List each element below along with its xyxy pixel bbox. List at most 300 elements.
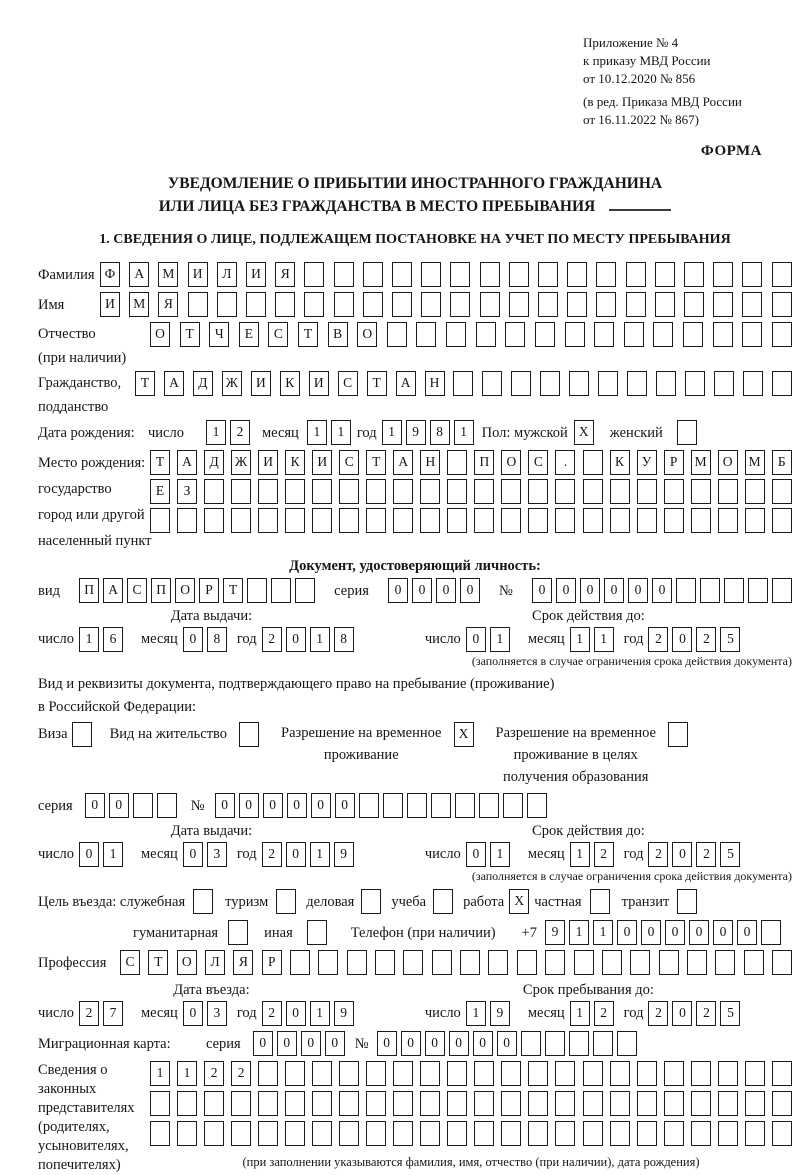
- form-cell[interactable]: 9: [334, 1001, 354, 1026]
- form-cell[interactable]: Н: [425, 371, 445, 396]
- form-cell[interactable]: [555, 508, 575, 533]
- form-cell[interactable]: А: [103, 578, 123, 603]
- form-cell[interactable]: [610, 1121, 630, 1146]
- form-cell[interactable]: [339, 1121, 359, 1146]
- form-cell[interactable]: [304, 262, 324, 287]
- form-cell[interactable]: С: [268, 322, 288, 347]
- form-cell[interactable]: [772, 479, 792, 504]
- form-cell[interactable]: И: [258, 450, 278, 475]
- form-cell[interactable]: [383, 793, 403, 818]
- form-cell[interactable]: [503, 793, 523, 818]
- form-cell[interactable]: [772, 1121, 792, 1146]
- form-cell[interactable]: И: [309, 371, 329, 396]
- form-cell[interactable]: 0: [183, 627, 203, 652]
- form-cell[interactable]: 2: [648, 1001, 668, 1026]
- form-cell[interactable]: 2: [594, 842, 614, 867]
- form-cell[interactable]: 5: [720, 627, 740, 652]
- form-cell[interactable]: [745, 508, 765, 533]
- form-cell[interactable]: .: [555, 450, 575, 475]
- form-cell[interactable]: 1: [331, 420, 351, 445]
- form-cell[interactable]: [528, 508, 548, 533]
- form-cell[interactable]: [569, 1031, 589, 1056]
- form-cell[interactable]: [204, 1091, 224, 1116]
- form-cell[interactable]: [228, 920, 248, 945]
- form-cell[interactable]: Л: [205, 950, 225, 975]
- form-cell[interactable]: [339, 1061, 359, 1086]
- form-cell[interactable]: 0: [617, 920, 637, 945]
- form-cell[interactable]: [772, 1091, 792, 1116]
- form-cell[interactable]: [460, 950, 480, 975]
- form-cell[interactable]: [745, 1121, 765, 1146]
- form-cell[interactable]: [528, 1091, 548, 1116]
- form-cell[interactable]: 0: [689, 920, 709, 945]
- form-cell[interactable]: [555, 1061, 575, 1086]
- form-cell[interactable]: [713, 292, 733, 317]
- form-cell[interactable]: [567, 292, 587, 317]
- form-cell[interactable]: [528, 1121, 548, 1146]
- form-cell[interactable]: [630, 950, 650, 975]
- form-cell[interactable]: 1: [150, 1061, 170, 1086]
- form-cell[interactable]: [474, 1091, 494, 1116]
- form-cell[interactable]: [392, 262, 412, 287]
- form-cell[interactable]: [295, 578, 315, 603]
- form-cell[interactable]: [188, 292, 208, 317]
- form-cell[interactable]: 9: [490, 1001, 510, 1026]
- form-cell[interactable]: 1: [570, 627, 590, 652]
- form-cell[interactable]: [637, 1121, 657, 1146]
- form-cell[interactable]: [594, 322, 614, 347]
- form-cell[interactable]: [593, 1031, 613, 1056]
- form-cell[interactable]: [718, 508, 738, 533]
- form-cell[interactable]: [744, 950, 764, 975]
- form-cell[interactable]: 0: [652, 578, 672, 603]
- form-cell[interactable]: [447, 450, 467, 475]
- form-cell[interactable]: [312, 1061, 332, 1086]
- form-cell[interactable]: [361, 889, 381, 914]
- form-cell[interactable]: [511, 371, 531, 396]
- form-cell[interactable]: [393, 508, 413, 533]
- form-cell[interactable]: 1: [570, 1001, 590, 1026]
- form-cell[interactable]: П: [79, 578, 99, 603]
- form-cell[interactable]: [742, 262, 762, 287]
- form-cell[interactable]: 0: [466, 627, 486, 652]
- form-cell[interactable]: [590, 889, 610, 914]
- form-cell[interactable]: [685, 371, 705, 396]
- form-cell[interactable]: [474, 1061, 494, 1086]
- form-cell[interactable]: 0: [311, 793, 331, 818]
- form-cell[interactable]: [505, 322, 525, 347]
- form-cell[interactable]: [231, 1121, 251, 1146]
- form-cell[interactable]: [479, 793, 499, 818]
- form-cell[interactable]: [637, 479, 657, 504]
- form-cell[interactable]: Р: [262, 950, 282, 975]
- form-cell[interactable]: [416, 322, 436, 347]
- form-cell[interactable]: 0: [215, 793, 235, 818]
- form-cell[interactable]: 0: [672, 627, 692, 652]
- form-cell[interactable]: 0: [412, 578, 432, 603]
- form-cell[interactable]: 0: [532, 578, 552, 603]
- form-cell[interactable]: 5: [720, 1001, 740, 1026]
- form-cell[interactable]: [447, 1121, 467, 1146]
- form-cell[interactable]: Т: [180, 322, 200, 347]
- form-cell[interactable]: [668, 722, 688, 747]
- form-cell[interactable]: И: [312, 450, 332, 475]
- form-cell[interactable]: [447, 508, 467, 533]
- form-cell[interactable]: [480, 262, 500, 287]
- form-cell[interactable]: 0: [425, 1031, 445, 1056]
- form-cell[interactable]: [363, 262, 383, 287]
- form-cell[interactable]: [420, 1091, 440, 1116]
- form-cell[interactable]: В: [328, 322, 348, 347]
- form-cell[interactable]: [772, 322, 792, 347]
- form-cell[interactable]: [133, 793, 153, 818]
- form-cell[interactable]: Я: [275, 262, 295, 287]
- form-cell[interactable]: [540, 371, 560, 396]
- form-cell[interactable]: [334, 262, 354, 287]
- form-cell[interactable]: 9: [406, 420, 426, 445]
- form-cell[interactable]: [772, 578, 792, 603]
- form-cell[interactable]: [676, 578, 696, 603]
- form-cell[interactable]: [517, 950, 537, 975]
- form-cell[interactable]: 1: [466, 1001, 486, 1026]
- form-cell[interactable]: [363, 292, 383, 317]
- form-cell[interactable]: [177, 508, 197, 533]
- form-cell[interactable]: [421, 262, 441, 287]
- form-cell[interactable]: [528, 1061, 548, 1086]
- form-cell[interactable]: Ж: [222, 371, 242, 396]
- form-cell[interactable]: [555, 1121, 575, 1146]
- form-cell[interactable]: 2: [648, 842, 668, 867]
- form-cell[interactable]: 1: [593, 920, 613, 945]
- form-cell[interactable]: [617, 1031, 637, 1056]
- form-cell[interactable]: 2: [230, 420, 250, 445]
- form-cell[interactable]: [339, 508, 359, 533]
- form-cell[interactable]: [664, 1121, 684, 1146]
- form-cell[interactable]: П: [474, 450, 494, 475]
- form-cell[interactable]: [718, 1121, 738, 1146]
- form-cell[interactable]: 0: [286, 627, 306, 652]
- form-cell[interactable]: [474, 479, 494, 504]
- form-cell[interactable]: [718, 479, 738, 504]
- form-cell[interactable]: [691, 479, 711, 504]
- form-cell[interactable]: 0: [183, 842, 203, 867]
- form-cell[interactable]: [626, 292, 646, 317]
- form-cell[interactable]: 0: [85, 793, 105, 818]
- form-cell[interactable]: [150, 1121, 170, 1146]
- form-cell[interactable]: Я: [158, 292, 178, 317]
- form-cell[interactable]: М: [745, 450, 765, 475]
- form-cell[interactable]: 2: [231, 1061, 251, 1086]
- form-cell[interactable]: 0: [737, 920, 757, 945]
- form-cell[interactable]: 2: [79, 1001, 99, 1026]
- form-cell[interactable]: И: [246, 262, 266, 287]
- form-cell[interactable]: К: [610, 450, 630, 475]
- form-cell[interactable]: 1: [382, 420, 402, 445]
- form-cell[interactable]: 2: [696, 842, 716, 867]
- form-cell[interactable]: 0: [388, 578, 408, 603]
- form-cell[interactable]: [177, 1121, 197, 1146]
- form-cell[interactable]: [276, 889, 296, 914]
- form-cell[interactable]: 1: [310, 842, 330, 867]
- form-cell[interactable]: [285, 1121, 305, 1146]
- form-cell[interactable]: [307, 920, 327, 945]
- form-cell[interactable]: [610, 1061, 630, 1086]
- form-cell[interactable]: М: [691, 450, 711, 475]
- form-cell[interactable]: 1: [307, 420, 327, 445]
- form-cell[interactable]: [637, 1061, 657, 1086]
- form-cell[interactable]: С: [528, 450, 548, 475]
- form-cell[interactable]: 0: [239, 793, 259, 818]
- form-cell[interactable]: 1: [490, 842, 510, 867]
- form-cell[interactable]: С: [339, 450, 359, 475]
- form-cell[interactable]: [407, 793, 427, 818]
- form-cell[interactable]: [583, 1091, 603, 1116]
- form-cell[interactable]: [501, 1091, 521, 1116]
- form-cell[interactable]: Ж: [231, 450, 251, 475]
- form-cell[interactable]: 0: [665, 920, 685, 945]
- form-cell[interactable]: [334, 292, 354, 317]
- form-cell[interactable]: Т: [135, 371, 155, 396]
- form-cell[interactable]: X: [574, 420, 594, 445]
- form-cell[interactable]: [476, 322, 496, 347]
- form-cell[interactable]: Ф: [100, 262, 120, 287]
- form-cell[interactable]: [659, 950, 679, 975]
- form-cell[interactable]: [748, 578, 768, 603]
- form-cell[interactable]: [403, 950, 423, 975]
- form-cell[interactable]: А: [393, 450, 413, 475]
- form-cell[interactable]: Т: [366, 450, 386, 475]
- form-cell[interactable]: О: [501, 450, 521, 475]
- form-cell[interactable]: [285, 1091, 305, 1116]
- form-cell[interactable]: [420, 1061, 440, 1086]
- form-cell[interactable]: [610, 479, 630, 504]
- form-cell[interactable]: [664, 479, 684, 504]
- form-cell[interactable]: [713, 262, 733, 287]
- form-cell[interactable]: 0: [436, 578, 456, 603]
- form-cell[interactable]: 0: [377, 1031, 397, 1056]
- form-cell[interactable]: [745, 1091, 765, 1116]
- form-cell[interactable]: [433, 889, 453, 914]
- form-cell[interactable]: [204, 508, 224, 533]
- form-cell[interactable]: [231, 1091, 251, 1116]
- form-cell[interactable]: 0: [449, 1031, 469, 1056]
- form-cell[interactable]: [271, 578, 291, 603]
- form-cell[interactable]: [375, 950, 395, 975]
- form-cell[interactable]: [555, 1091, 575, 1116]
- form-cell[interactable]: [596, 292, 616, 317]
- form-cell[interactable]: [290, 950, 310, 975]
- form-cell[interactable]: 0: [183, 1001, 203, 1026]
- form-cell[interactable]: 5: [720, 842, 740, 867]
- form-cell[interactable]: О: [357, 322, 377, 347]
- form-cell[interactable]: Т: [298, 322, 318, 347]
- form-cell[interactable]: [683, 322, 703, 347]
- form-cell[interactable]: [624, 322, 644, 347]
- form-cell[interactable]: 6: [103, 627, 123, 652]
- form-cell[interactable]: [420, 479, 440, 504]
- form-cell[interactable]: 0: [556, 578, 576, 603]
- form-cell[interactable]: Т: [148, 950, 168, 975]
- form-cell[interactable]: 0: [287, 793, 307, 818]
- form-cell[interactable]: [715, 950, 735, 975]
- form-cell[interactable]: [538, 262, 558, 287]
- form-cell[interactable]: 1: [206, 420, 226, 445]
- form-cell[interactable]: Н: [420, 450, 440, 475]
- form-cell[interactable]: Е: [239, 322, 259, 347]
- form-cell[interactable]: [501, 1061, 521, 1086]
- form-cell[interactable]: [366, 508, 386, 533]
- form-cell[interactable]: [193, 889, 213, 914]
- form-cell[interactable]: [366, 1091, 386, 1116]
- form-cell[interactable]: [583, 1121, 603, 1146]
- form-cell[interactable]: [772, 950, 792, 975]
- form-cell[interactable]: О: [175, 578, 195, 603]
- form-cell[interactable]: [664, 1061, 684, 1086]
- form-cell[interactable]: 0: [580, 578, 600, 603]
- form-cell[interactable]: И: [100, 292, 120, 317]
- form-cell[interactable]: 0: [672, 1001, 692, 1026]
- form-cell[interactable]: [677, 889, 697, 914]
- form-cell[interactable]: [653, 322, 673, 347]
- form-cell[interactable]: И: [251, 371, 271, 396]
- form-cell[interactable]: [258, 508, 278, 533]
- form-cell[interactable]: 0: [277, 1031, 297, 1056]
- form-cell[interactable]: [545, 1031, 565, 1056]
- form-cell[interactable]: [637, 1091, 657, 1116]
- form-cell[interactable]: 0: [641, 920, 661, 945]
- form-cell[interactable]: [480, 292, 500, 317]
- form-cell[interactable]: 0: [325, 1031, 345, 1056]
- form-cell[interactable]: 0: [672, 842, 692, 867]
- form-cell[interactable]: А: [396, 371, 416, 396]
- form-cell[interactable]: 3: [207, 842, 227, 867]
- form-cell[interactable]: [610, 508, 630, 533]
- form-cell[interactable]: [626, 262, 646, 287]
- form-cell[interactable]: [718, 1091, 738, 1116]
- form-cell[interactable]: 0: [79, 842, 99, 867]
- form-cell[interactable]: [204, 479, 224, 504]
- form-cell[interactable]: К: [285, 450, 305, 475]
- form-cell[interactable]: [157, 793, 177, 818]
- form-cell[interactable]: [366, 1121, 386, 1146]
- form-cell[interactable]: А: [177, 450, 197, 475]
- form-cell[interactable]: 2: [648, 627, 668, 652]
- form-cell[interactable]: [431, 793, 451, 818]
- form-cell[interactable]: [474, 508, 494, 533]
- form-cell[interactable]: [538, 292, 558, 317]
- form-cell[interactable]: 2: [262, 842, 282, 867]
- form-cell[interactable]: 0: [335, 793, 355, 818]
- form-cell[interactable]: [742, 322, 762, 347]
- form-cell[interactable]: 0: [473, 1031, 493, 1056]
- form-cell[interactable]: [656, 371, 676, 396]
- form-cell[interactable]: 0: [401, 1031, 421, 1056]
- form-cell[interactable]: [745, 1061, 765, 1086]
- form-cell[interactable]: [339, 479, 359, 504]
- form-cell[interactable]: А: [129, 262, 149, 287]
- form-cell[interactable]: [258, 1121, 278, 1146]
- form-cell[interactable]: А: [164, 371, 184, 396]
- form-cell[interactable]: [664, 508, 684, 533]
- form-cell[interactable]: [239, 722, 259, 747]
- form-cell[interactable]: [691, 1091, 711, 1116]
- form-cell[interactable]: [432, 950, 452, 975]
- form-cell[interactable]: 0: [253, 1031, 273, 1056]
- form-cell[interactable]: [217, 292, 237, 317]
- form-cell[interactable]: [583, 479, 603, 504]
- form-cell[interactable]: Д: [204, 450, 224, 475]
- form-cell[interactable]: [761, 920, 781, 945]
- form-cell[interactable]: [393, 479, 413, 504]
- form-cell[interactable]: О: [718, 450, 738, 475]
- form-cell[interactable]: [772, 508, 792, 533]
- form-cell[interactable]: [718, 1061, 738, 1086]
- form-cell[interactable]: [450, 262, 470, 287]
- form-cell[interactable]: С: [120, 950, 140, 975]
- form-cell[interactable]: [501, 508, 521, 533]
- form-cell[interactable]: [450, 292, 470, 317]
- form-cell[interactable]: 0: [713, 920, 733, 945]
- form-cell[interactable]: [713, 322, 733, 347]
- form-cell[interactable]: М: [129, 292, 149, 317]
- form-cell[interactable]: [574, 950, 594, 975]
- form-cell[interactable]: [655, 262, 675, 287]
- form-cell[interactable]: [204, 1121, 224, 1146]
- form-cell[interactable]: 0: [263, 793, 283, 818]
- form-cell[interactable]: [745, 479, 765, 504]
- form-cell[interactable]: 1: [454, 420, 474, 445]
- form-cell[interactable]: 9: [334, 842, 354, 867]
- form-cell[interactable]: [724, 578, 744, 603]
- form-cell[interactable]: 2: [696, 627, 716, 652]
- form-cell[interactable]: [231, 508, 251, 533]
- form-cell[interactable]: [501, 479, 521, 504]
- form-cell[interactable]: [527, 793, 547, 818]
- form-cell[interactable]: [664, 1091, 684, 1116]
- form-cell[interactable]: 8: [207, 627, 227, 652]
- form-cell[interactable]: [312, 479, 332, 504]
- form-cell[interactable]: 0: [628, 578, 648, 603]
- form-cell[interactable]: [247, 578, 267, 603]
- form-cell[interactable]: X: [454, 722, 474, 747]
- form-cell[interactable]: Р: [664, 450, 684, 475]
- form-cell[interactable]: С: [127, 578, 147, 603]
- form-cell[interactable]: О: [177, 950, 197, 975]
- form-cell[interactable]: [583, 1061, 603, 1086]
- form-cell[interactable]: [455, 793, 475, 818]
- form-cell[interactable]: П: [151, 578, 171, 603]
- form-cell[interactable]: 0: [460, 578, 480, 603]
- form-cell[interactable]: 8: [334, 627, 354, 652]
- form-cell[interactable]: [569, 371, 589, 396]
- form-cell[interactable]: Т: [367, 371, 387, 396]
- form-cell[interactable]: [393, 1091, 413, 1116]
- form-cell[interactable]: 2: [696, 1001, 716, 1026]
- form-cell[interactable]: 2: [594, 1001, 614, 1026]
- form-cell[interactable]: Т: [150, 450, 170, 475]
- form-cell[interactable]: [150, 508, 170, 533]
- form-cell[interactable]: [521, 1031, 541, 1056]
- form-cell[interactable]: [482, 371, 502, 396]
- form-cell[interactable]: [347, 950, 367, 975]
- form-cell[interactable]: [772, 262, 792, 287]
- form-cell[interactable]: Т: [223, 578, 243, 603]
- form-cell[interactable]: [602, 950, 622, 975]
- form-cell[interactable]: 0: [604, 578, 624, 603]
- form-cell[interactable]: 0: [286, 1001, 306, 1026]
- form-cell[interactable]: [258, 1061, 278, 1086]
- form-cell[interactable]: Б: [772, 450, 792, 475]
